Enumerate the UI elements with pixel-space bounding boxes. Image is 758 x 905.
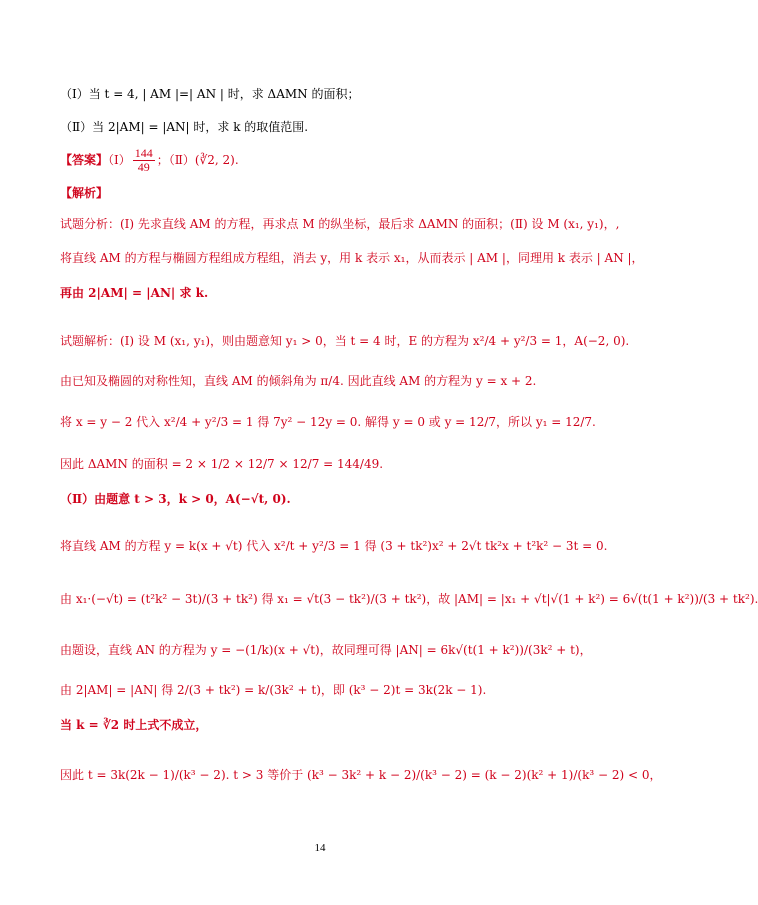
solution-line-10: 当 k = ∛2 时上式不成立， bbox=[60, 718, 208, 732]
solution-line-11: 因此 t = 3k(2k − 1)/(k³ − 2). t > 3 等价于 (k³ − 3k² + k − 2)/(k³ − 2) = (k − 2)(k² + 1)/(k³ − 2) < 0， bbox=[60, 768, 662, 782]
answer-fraction bbox=[133, 147, 155, 174]
question-part-1: （Ⅰ）当 t = 4, | AM |=| AN | 时，求 ΔAMN 的面积； bbox=[60, 87, 360, 101]
question-part-2: （Ⅱ）当 2|AM| = |AN| 时，求 k 的取值范围. bbox=[60, 120, 309, 134]
solution-line-8: 由题设，直线 AN 的方程为 y = −(1/k)(x + √t)，故同理可得 |AN| = 6k√(t(1 + k²))/(3k² + t)， bbox=[60, 643, 592, 657]
analysis-line-1: 试题分析：(Ⅰ) 先求直线 AM 的方程，再求点 M 的纵坐标，最后求 ΔAMN 的面积；(Ⅱ) 设 M (x₁, y₁)，, bbox=[60, 217, 620, 231]
analysis-line-3: 再由 2|AM| = |AN| 求 k. bbox=[60, 286, 209, 300]
page-number: 14 bbox=[314, 842, 326, 854]
solution-line-7: 由 x₁·(−√t) = (t²k² − 3t)/(3 + tk²) 得 x₁ = √t(3 − tk²)/(3 + tk²)，故 |AM| = |x₁ + √t|√(1 + k²) = 6√(t(1 + k²))/(3 + tk²). bbox=[60, 592, 758, 606]
answer-label: 【答案】 bbox=[60, 153, 109, 167]
solution-line-1: 试题解析：(Ⅰ) 设 M (x₁, y₁)，则由题意知 y₁ > 0，当 t = 4 时，E 的方程为 x²/4 + y²/3 = 1，A(−2, 0). bbox=[60, 334, 630, 348]
answer-part-1-prefix: （Ⅰ） bbox=[108, 153, 131, 167]
solution-line-9: 由 2|AM| = |AN| 得 2/(3 + tk²) = k/(3k² + t)，即 (k³ − 2)t = 3k(2k − 1). bbox=[60, 683, 487, 697]
solution-line-3: 将 x = y − 2 代入 x²/4 + y²/3 = 1 得 7y² − 12y = 0. 解得 y = 0 或 y = 12/7，所以 y₁ = 12/7. bbox=[60, 415, 596, 429]
solution-line-2: 由已知及椭圆的对称性知，直线 AM 的倾斜角为 π/4. 因此直线 AM 的方程为 y = x + 2. bbox=[60, 374, 537, 388]
solution-line-5: （Ⅱ）由题意 t > 3，k > 0，A(−√t, 0). bbox=[60, 492, 291, 506]
answer-line bbox=[60, 146, 239, 174]
solution-line-4: 因此 ΔAMN 的面积 = 2 × 1/2 × 12/7 × 12/7 = 144/49. bbox=[60, 457, 384, 471]
answer-part-2: ；（Ⅱ）(∛2, 2). bbox=[156, 153, 239, 167]
solution-line-6: 将直线 AM 的方程 y = k(x + √t) 代入 x²/t + y²/3 = 1 得 (3 + tk²)x² + 2√t tk²x + t²k² − 3t = 0. bbox=[60, 539, 608, 553]
analysis-label: 【解析】 bbox=[60, 186, 109, 200]
answer-fraction-numerator: 144 bbox=[134, 146, 153, 160]
analysis-line-2: 将直线 AM 的方程与椭圆方程组成方程组，消去 y，用 k 表示 x₁，从而表示 | AM |，同理用 k 表示 | AN |， bbox=[60, 251, 644, 265]
answer-fraction-denominator: 49 bbox=[137, 160, 150, 174]
